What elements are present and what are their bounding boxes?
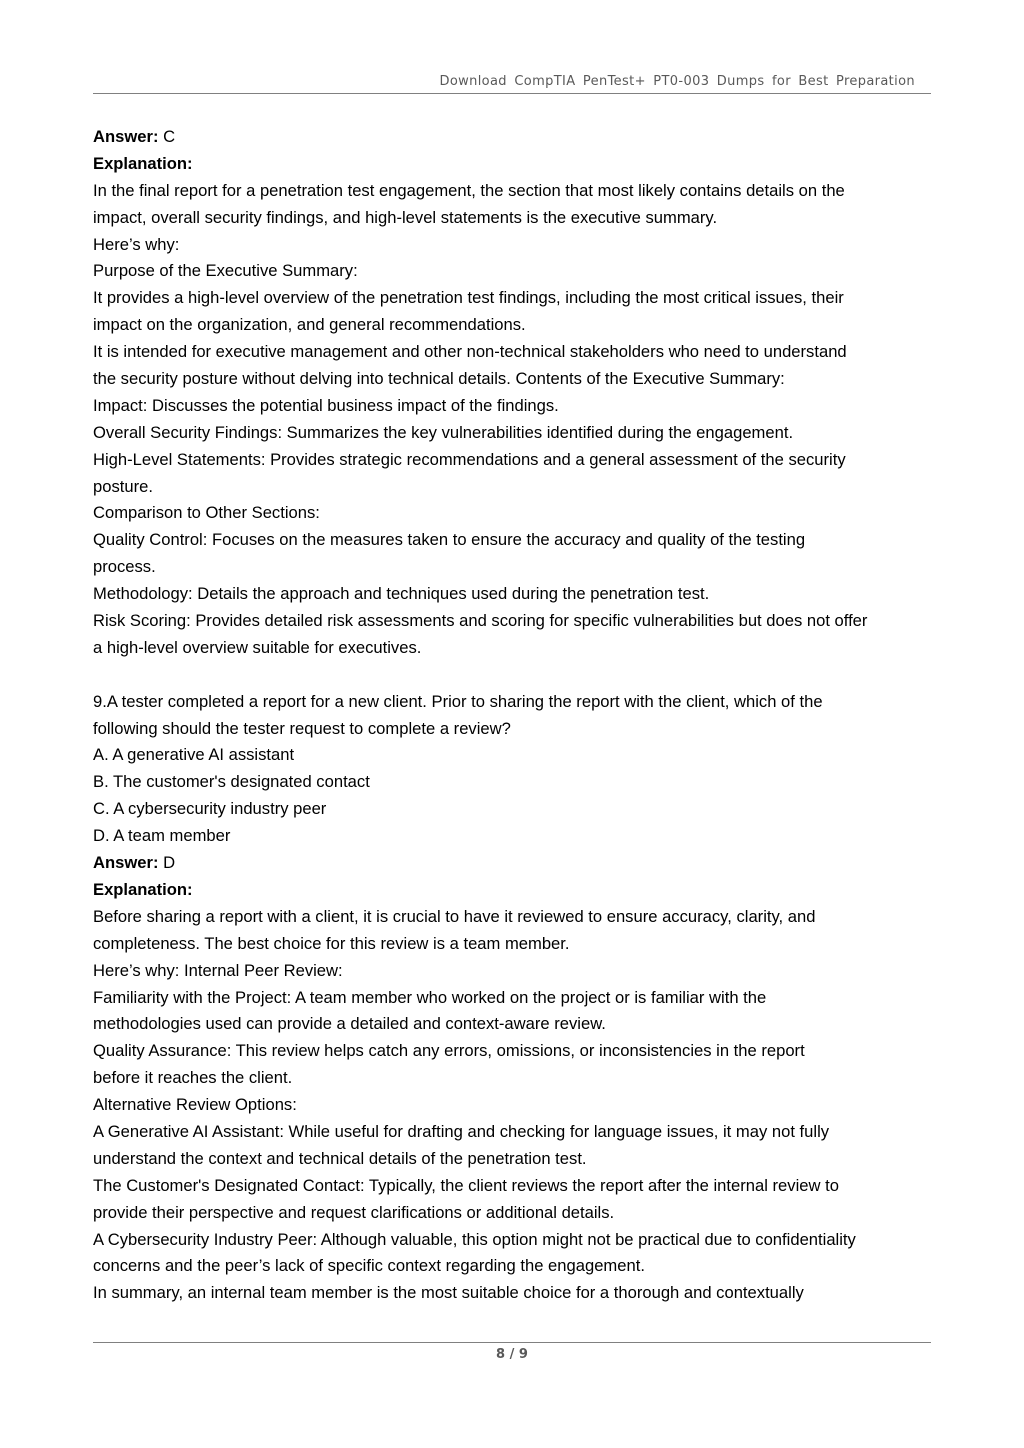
q9-question-line: following should the tester request to complete a review? xyxy=(93,718,511,738)
q8-explanation-line: Impact: Discusses the potential business impact of the findings. xyxy=(93,395,559,415)
q8-explanation-line: the security posture without delving into technical details. Contents of the Executive Summary: xyxy=(93,369,785,389)
q8-explanation-line: It provides a high-level overview of the penetration test findings, including the most critical issues, their xyxy=(93,288,844,308)
q8-explanation-line: posture. xyxy=(93,476,153,496)
q8-answer xyxy=(93,124,933,151)
footer-divider xyxy=(93,1342,931,1343)
q9-answer-value: D xyxy=(158,853,176,873)
page-number: 8 / 9 xyxy=(496,1347,528,1362)
q9-option-b: B. The customer's designated contact xyxy=(93,772,370,792)
q8-explanation-line: Methodology: Details the approach and techniques used during the penetration test. xyxy=(93,584,710,604)
q8-explanation-line: process. xyxy=(93,557,156,577)
q9-explanation-line: concerns and the peer’s lack of specific context regarding the engagement. xyxy=(93,1256,645,1276)
q8-answer-label: Answer: xyxy=(93,127,159,146)
q8-explanation-line: impact on the organization, and general recommendations. xyxy=(93,315,526,335)
q8-explanation-line: Risk Scoring: Provides detailed risk assessments and scoring for specific vulnerabilities but does not offer xyxy=(93,611,868,631)
q9-option-d: D. A team member xyxy=(93,826,231,846)
q9-explanation-line: Here’s why: Internal Peer Review: xyxy=(93,960,343,980)
q8-explanation-line: Quality Control: Focuses on the measures taken to ensure the accuracy and quality of the testing xyxy=(93,530,806,550)
q9-explanation-line: completeness. The best choice for this review is a team member. xyxy=(93,933,570,953)
q9-explanation-line: Alternative Review Options: xyxy=(93,1095,297,1115)
page-content xyxy=(93,124,933,1307)
q9-question-line: 9.A tester completed a report for a new client. Prior to sharing the report with the client, which of the xyxy=(93,691,823,711)
q9-explanation-line: before it reaches the client. xyxy=(93,1068,293,1088)
q9-explanation-line: A Cybersecurity Industry Peer: Although valuable, this option might not be practical due to confidentiality xyxy=(93,1229,856,1249)
q8-explanation-line: Here’s why: xyxy=(93,234,180,254)
q9-explanation-line: In summary, an internal team member is the most suitable choice for a thorough and contextually xyxy=(93,1283,804,1303)
q8-explanation-line: Overall Security Findings: Summarizes the key vulnerabilities identified during the engagement. xyxy=(93,422,794,442)
q9-answer-label: Answer: xyxy=(93,853,159,873)
q9-option-c: C. A cybersecurity industry peer xyxy=(93,799,327,819)
header-divider xyxy=(93,93,931,94)
q8-explanation-line: Comparison to Other Sections: xyxy=(93,503,320,523)
section-spacer xyxy=(93,662,933,689)
page-header-title: Download CompTIA PenTest+ PT0-003 Dumps for Best Preparation xyxy=(439,74,915,89)
q9-option-a: A. A generative AI assistant xyxy=(93,745,295,765)
q8-explanation-line: Purpose of the Executive Summary: xyxy=(93,261,358,281)
q8-explanation-line: In the final report for a penetration test engagement, the section that most likely contains details on the xyxy=(93,180,845,200)
q9-explanation-line: Quality Assurance: This review helps catch any errors, omissions, or inconsistencies in the report xyxy=(93,1041,805,1061)
q9-answer xyxy=(93,850,933,877)
q9-explanation-label: Explanation: xyxy=(93,879,193,899)
q8-explanation-label: Explanation: xyxy=(93,153,193,173)
q9-explanation-line: methodologies used can provide a detailed and context-aware review. xyxy=(93,1014,606,1034)
q9-explanation-line: The Customer's Designated Contact: Typically, the client reviews the report after the internal review to xyxy=(93,1175,839,1195)
q8-explanation-line: High-Level Statements: Provides strategic recommendations and a general assessment of the security xyxy=(93,449,846,469)
q8-answer-value: C xyxy=(158,127,176,146)
q9-explanation-line: provide their perspective and request clarifications or additional details. xyxy=(93,1202,615,1222)
q9-explanation-line: Before sharing a report with a client, it is crucial to have it reviewed to ensure accuracy, clarity, and xyxy=(93,906,816,926)
q9-explanation-line: A Generative AI Assistant: While useful for drafting and checking for language issues, it may not fully xyxy=(93,1121,830,1141)
q8-explanation-line: It is intended for executive management and other non-technical stakeholders who need to understand xyxy=(93,342,847,362)
q9-explanation-line: Familiarity with the Project: A team member who worked on the project or is familiar with the xyxy=(93,987,767,1007)
q9-explanation-line: understand the context and technical details of the penetration test. xyxy=(93,1148,587,1168)
q8-explanation-line: impact, overall security findings, and high-level statements is the executive summary. xyxy=(93,207,718,227)
q8-explanation-line: a high-level overview suitable for executives. xyxy=(93,637,422,657)
